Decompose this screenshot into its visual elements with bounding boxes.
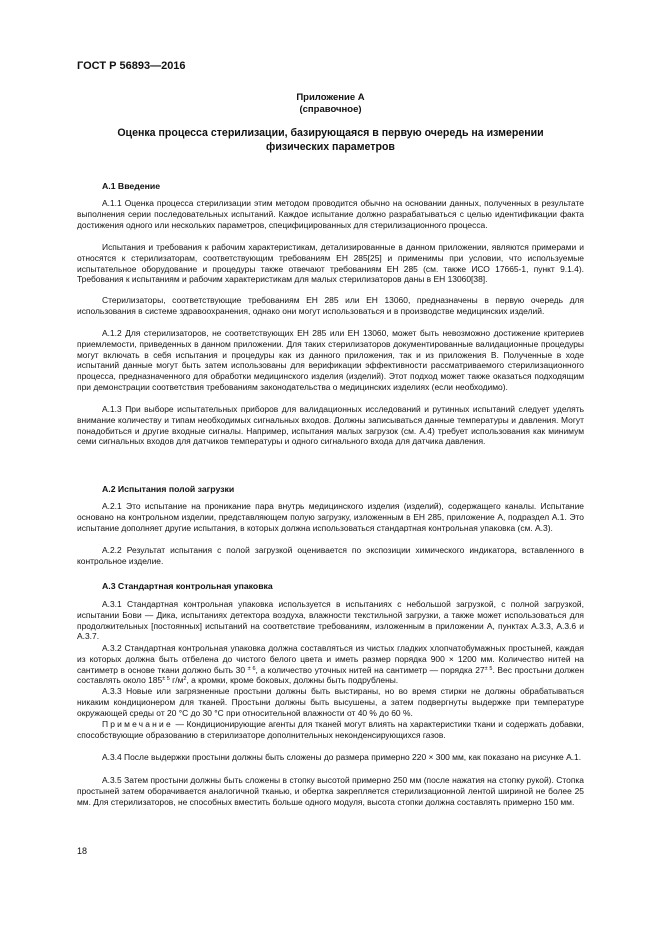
paragraph-a1-1: А.1.1 Оценка процесса стерилизации этим методом проводится обычно на основании данных, полученных в результате выполнения серии последовательных испытаний. Каждое испытание должно разрабатываться с целью идентификации факта достижения одного или нескольких параметров, специфицированных для стерилизационного процесса.	[77, 198, 584, 230]
paragraph-a1-1-requirements: Испытания и требования к рабочим характеристикам, детализированные в данном приложении, являются примерами и относятся к стерилизаторам, соответствующим требованиям ЕН 285[25] и применимы при условии, что используемые испытательное оборудование и процедуры также отвечают требованиям ЕН 285 (см. также ИСО 17665-1, пункт 9.1.4). Требования к испытаниям и рабочим характеристикам для малых стерилизаторов даны в ЕН 13060[38].	[77, 242, 584, 285]
section-a3-heading: А.3 Стандартная контрольная упаковка	[102, 581, 273, 591]
paragraph-a2-1: А.2.1 Это испытание на проникание пара внутрь медицинского изделия (изделий), содержащего каналы. Испытание основано на контрольном изделии, представляющем полую загрузку, изложенным в ЕН 285, приложение А, подраздел А.1. Это испытание дополняет другие испытания, в которых должна использоваться стандартная контрольная упаковка (см. А.3).	[77, 501, 584, 533]
section-a1-heading: А.1 Введение	[102, 181, 161, 191]
document-code: ГОСТ Р 56893—2016	[77, 60, 186, 72]
appendix-title: Оценка процесса стерилизации, базирующаяся в первую очередь на измерении физических параметров	[117, 127, 544, 153]
paragraph-a1-1-sterilizers: Стерилизаторы, соответствующие требованиям ЕН 285 или ЕН 13060, предназначены в первую очередь для использования в системе здравоохранения, однако они могут использоваться и в производстве медицинских изделий.	[77, 295, 584, 316]
note-label: Примечание	[102, 719, 173, 729]
note-paragraph	[77, 719, 584, 741]
paragraph-a3-5: А.3.5 Затем простыни должны быть сложены в стопку высотой примерно 250 мм (после нажатия на стопку рукой). Стопка простыней затем оборачивается аналогичной тканью, и обертка закрепляется стерилизационной лентой шириной не более 25 мм. Для стерилизаторов, не способных вместить больше одного модуля, высота стопки должна составлять примерно 150 мм.	[77, 775, 584, 807]
paragraph-a3-3: А.3.3 Новые или загрязненные простыни должны быть выстираны, но во время стирки не должны обрабатываться никаким кондиционером для тканей. Простыни должны быть высушены, а затем подвергнуты выдержке при температуре окружающей среды от 20 °С до 30 °С при относительной влажности от 40 % до 60 %.	[77, 686, 584, 718]
note-text: — Кондиционирующие агенты для тканей могут влиять на характеристики ткани и содержать добавки, способствующие образованию в стерилизаторе дополнительных неконденсирующихся газов.	[77, 719, 584, 740]
paragraph-a1-2: А.1.2 Для стерилизаторов, не соответствующих ЕН 285 или ЕН 13060, может быть невозможно достижение критериев приемлемости, приведенных в данном приложении. Для таких стерилизаторов документированные валидационные процедуры могут включать в себя испытания и процедуры как из данного приложения, так и из приложения В. Полученные в ходе испытаний данные могут быть затем использованы для верификации эффективности рассматриваемого стерилизационного процесса, предназначенного для обработки медицинского изделия (изделий). Этот подход может также оказаться подходящим при демонстрации соответствия требованиям законодательства о медицинских изделиях (если необходимо).	[77, 328, 584, 392]
paragraph-a3-4: А.3.4 После выдержки простыни должны быть сложены до размера примерно 220 × 300 мм, как показано на рисунке А.1.	[102, 752, 582, 762]
appendix-kind: (справочное)	[299, 104, 362, 115]
section-a2-heading: А.2 Испытания полой загрузки	[102, 484, 235, 494]
page-number: 18	[77, 846, 88, 856]
appendix-label: Приложение А	[296, 92, 365, 103]
paragraph-a2-2: А.2.2 Результат испытания с полой загрузкой оценивается по экспозиции химического индикатора, вставленного в контрольное изделие.	[77, 545, 584, 566]
paragraph-a3-2: А.3.2 Стандартная контрольная упаковка должна составляться из чистых гладких хлопчатобумажных простыней, каждая из которых должна быть отбелена до чистого белого цвета и иметь размер порядка 900 × 1200 мм. Количество нитей на сантиметр в основе ткани должно быть 30 $^{\pm 6}$, а количество уточных нитей на сантиметр — порядка $27^{\pm 5}$. Вес простыни должен составлять около $185^{\pm 5}$ $г/м^2$, а кромки, кроме боковых, должны быть подрублены.	[77, 643, 585, 686]
paragraph-a1-3: А.1.3 При выборе испытательных приборов для валидационных исследований и рутинных испытаний следует уделять внимание количеству и типам необходимых сигнальных входов. Должны записываться данные температуры и давления. Могут понадобиться и другие входные сигналы. Например, испытания малых загрузок (см. А.4) требует использования как минимум семи сигнальных входов для датчиков температуры и одного сигнального входа для датчика давления.	[77, 404, 584, 447]
paragraph-a3-1: А.3.1 Стандартная контрольная упаковка используется в испытаниях с небольшой загрузкой, с полной загрузкой, испытании Бови — Дика, испытаниях детектора воздуха, влажности текстильной загрузки, а также может использоваться для продолжительных [постоянных] испытаний на соответствие требованиям, изложенным в приложении А, пунктах А.3.3, А.3.6 и А.3.7.	[77, 599, 584, 642]
